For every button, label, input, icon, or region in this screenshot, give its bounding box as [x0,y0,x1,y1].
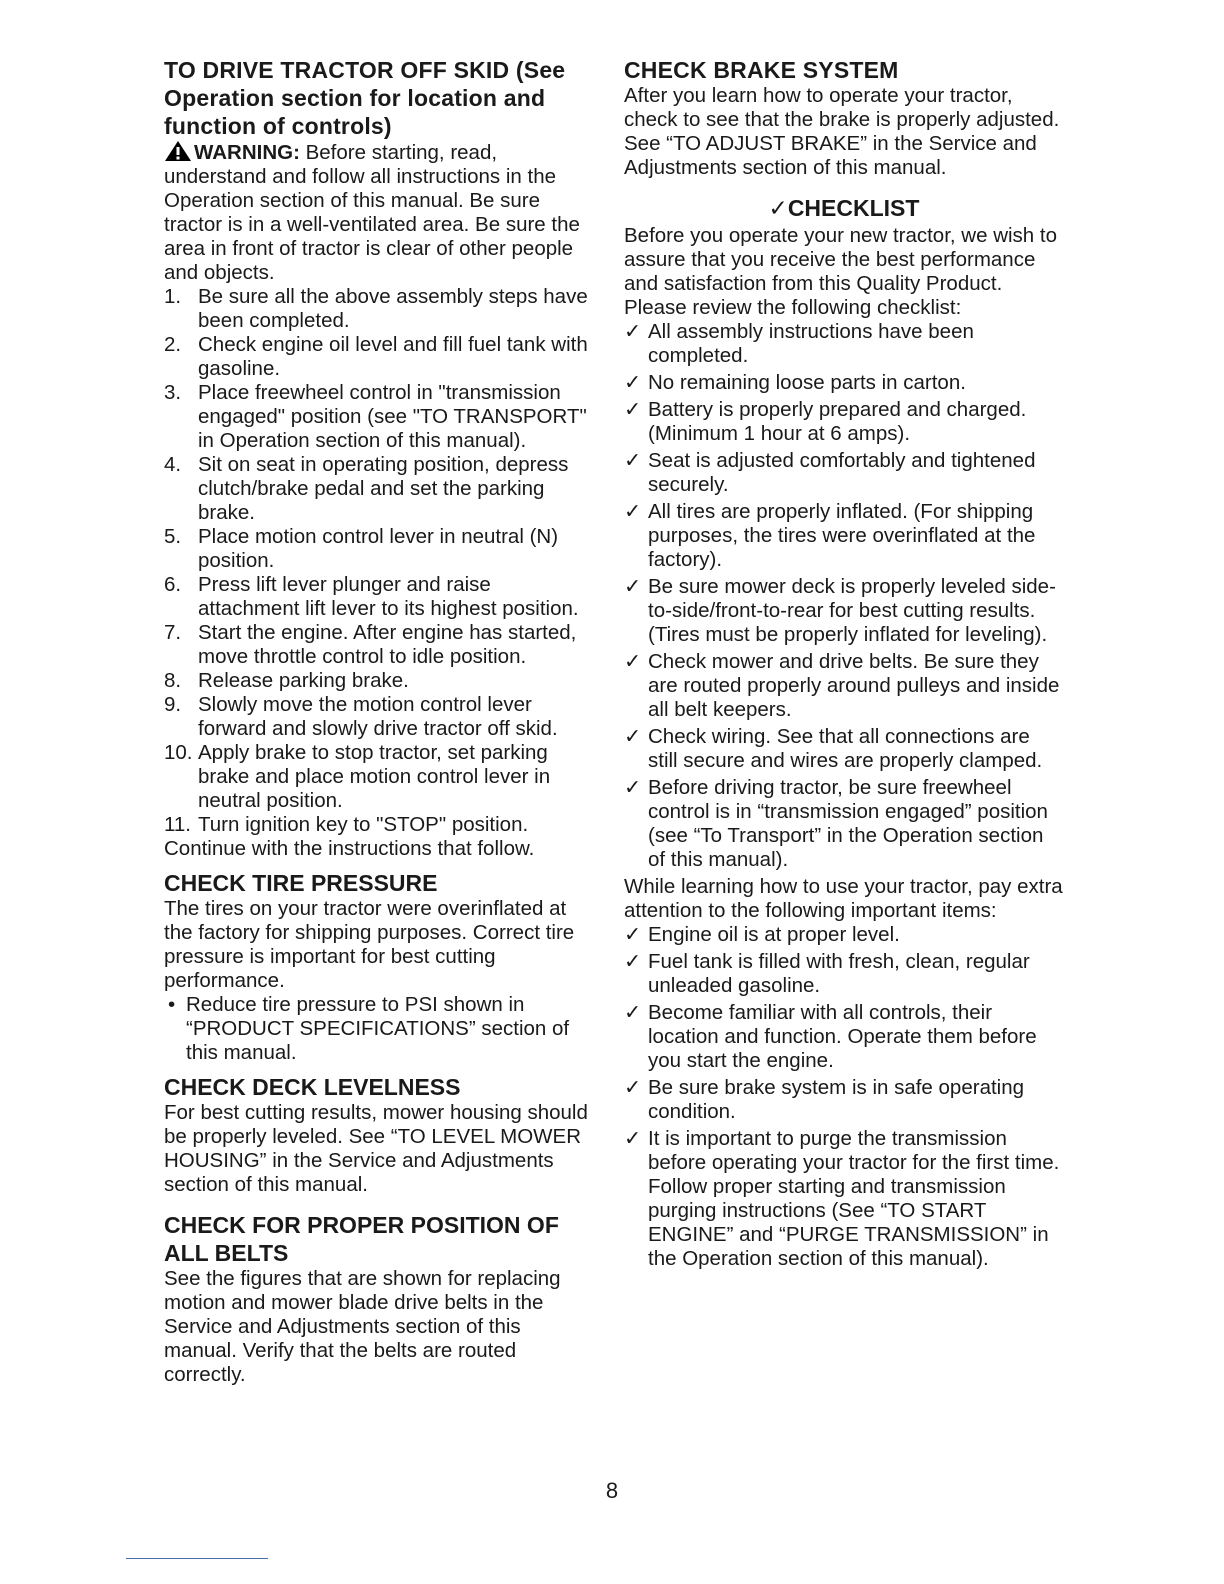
checklist-item [624,776,1064,872]
checklist-item [624,923,1064,947]
checklist-item [624,398,1064,446]
step-item [164,525,594,573]
brake-system-text: After you learn how to operate your tractor, check to see that the brake is properly adjusted. See “TO ADJUST BRAKE” in the Service and Adjustments section of this manual. [624,84,1060,179]
step-number: 5. [164,525,182,548]
step-item [164,813,594,837]
checkmark-icon: ✓ [624,776,642,799]
checklist-item [624,575,1064,647]
checklist-text: Be sure brake system is in safe operating condition. [648,1076,1025,1123]
step-text: Turn ignition key to "STOP" position. [198,813,529,836]
step-item [164,669,594,693]
checkmark-icon: ✓ [624,725,642,748]
step-text: Check engine oil level and fill fuel tank with gasoline. [198,333,588,380]
checkmark-icon: ✓ [624,575,642,598]
checklist-text: Fuel tank is filled with fresh, clean, regular unleaded gasoline. [648,950,1030,997]
list-item: • Reduce tire pressure to PSI shown in “PRODUCT SPECIFICATIONS” section of this manual. [168,993,570,1064]
checkmark-icon: ✓ [624,500,642,523]
tire-pressure-text: The tires on your tractor were overinflated at the factory for shipping purposes. Correct tire pressure is important for best cutting performance. [164,897,575,992]
checklist-item [624,950,1064,998]
checklist-text: Check wiring. See that all connections are still secure and wires are properly clamped. [648,725,1043,772]
checklist-review: Please review the following checklist: [624,296,962,319]
step-text: Press lift lever plunger and raise attachment lift lever to its highest position. [198,573,579,620]
tire-pressure-heading: CHECK TIRE PRESSURE [164,870,438,896]
checklist-text: It is important to purge the transmission before operating your tractor for the first time. Follow proper starting and transmission purging instructions (See “TO START ENGINE” and “PURGE TRANSMISSION” in the Operation section of this manual). [648,1127,1060,1270]
belts-heading: CHECK FOR PROPER POSITION OF ALL BELTS [164,1212,559,1266]
brake-system-heading: CHECK BRAKE SYSTEM [624,57,899,83]
step-item [164,741,594,813]
deck-levelness-text: For best cutting results, mower housing should be properly leveled. See “TO LEVEL MOWER HOUSING” in the Service and Adjustments section of this manual. [164,1101,588,1196]
checklist-intro: Before you operate your new tractor, we wish to assure that you receive the best performance and satisfaction from this Quality Product. [624,224,1058,295]
checkmark-icon: ✓ [624,1076,642,1099]
right-column [624,56,1064,1274]
checklist-item [624,371,1064,395]
step-number: 2. [164,333,182,356]
checkmark-icon: ✓ [624,1127,642,1150]
checklist-text: No remaining loose parts in carton. [648,371,966,394]
step-item [164,333,594,381]
checkmark-icon: ✓ [624,923,642,946]
step-text: Release parking brake. [198,669,409,692]
belts-text: See the figures that are shown for replacing motion and mower blade drive belts in the Service and Adjustments section of this manual. Verify that the belts are routed correctly. [164,1267,561,1386]
checklist-list [624,320,1064,872]
warning-triangle-icon [164,140,192,162]
step-number: 4. [164,453,182,476]
checkmark-icon: ✓ [624,1001,642,1024]
step-text: Apply brake to stop tractor, set parking brake and place motion control lever in neutral position. [198,741,551,812]
checklist-item [624,650,1064,722]
step-number: 11. [164,813,191,836]
checklist-text: Battery is properly prepared and charged. (Minimum 1 hour at 6 amps). [648,398,1027,445]
step-item [164,693,594,741]
step-number: 6. [164,573,182,596]
step-number: 3. [164,381,182,404]
checklist-text: Seat is adjusted comfortably and tightened securely. [648,449,1036,496]
page-number: 8 [605,1478,619,1503]
step-number: 9. [164,693,182,716]
checkmark-icon: ✓ [624,398,642,421]
step-item [164,453,594,525]
warning-label: WARNING: [194,141,300,164]
step-text: Place freewheel control in "transmission engaged" position (see "TO TRANSPORT" in Operation section of this manual). [198,381,587,452]
warning-text: Before starting, read, understand and follow all instructions in the Operation section of this manual. Be sure tractor is in a well-ventilated area. Be sure the area in front of tractor is clear of other people and objects. [164,141,580,284]
step-text: Start the engine. After engine has started, move throttle control to idle position. [198,621,577,668]
checkmark-icon: ✓ [624,950,642,973]
step-item [164,285,594,333]
step-item [164,621,594,669]
tire-pressure-bullets [164,993,594,1065]
left-column [164,56,594,1387]
footer-rule [126,1558,268,1559]
checklist-item [624,725,1064,773]
attention-list [624,923,1064,1271]
checklist-text: All tires are properly inflated. (For shipping purposes, the tires were overinflated at the factory). [648,500,1036,571]
step-text: Place motion control lever in neutral (N) position. [198,525,559,572]
step-item [164,573,594,621]
step-text: Be sure all the above assembly steps have been completed. [198,285,588,332]
checklist-text: Check mower and drive belts. Be sure they are routed properly around pulleys and inside all belt keepers. [648,650,1060,721]
checkmark-icon: ✓ [624,371,642,394]
warning-paragraph [164,140,594,285]
checklist-text: Become familiar with all controls, their location and function. Operate them before you start the engine. [648,1001,1037,1072]
step-number: 1. [164,285,182,308]
step-text: Slowly move the motion control lever forward and slowly drive tractor off skid. [198,693,558,740]
checklist-item [624,1001,1064,1073]
checklist-text: All assembly instructions have been completed. [648,320,974,367]
checkmark-icon: ✓ [624,650,642,673]
checklist-text: Engine oil is at proper level. [648,923,900,946]
checklist-item [624,449,1064,497]
checkmark-icon: ✓ [624,320,642,343]
drive-off-skid-heading: TO DRIVE TRACTOR OFF SKID (See Operation section for location and function of controls) [164,57,566,139]
checklist-item [624,1076,1064,1124]
continue-text: Continue with the instructions that follow. [164,837,535,860]
drive-steps-list [164,285,594,837]
deck-levelness-heading: CHECK DECK LEVELNESS [164,1074,461,1100]
learning-text: While learning how to use your tractor, pay extra attention to the following important items: [624,875,1063,922]
checklist-item [624,500,1064,572]
checklist-heading: ✓CHECKLIST [768,195,920,221]
step-number: 10. [164,741,193,764]
step-number: 7. [164,621,182,644]
bullet-icon: • [168,993,176,1016]
step-item [164,381,594,453]
checklist-item [624,320,1064,368]
checklist-text: Be sure mower deck is properly leveled side-to-side/front-to-rear for best cutting results. (Tires must be properly inflated for leveling). [648,575,1056,646]
step-text: Sit on seat in operating position, depress clutch/brake pedal and set the parking brake. [198,453,569,524]
checklist-text: Before driving tractor, be sure freewheel control is in “transmission engaged” position (see “To Transport” in the Operation section of this manual). [648,776,1048,871]
step-number: 8. [164,669,182,692]
checklist-item [624,1127,1064,1271]
checkmark-icon: ✓ [624,449,642,472]
